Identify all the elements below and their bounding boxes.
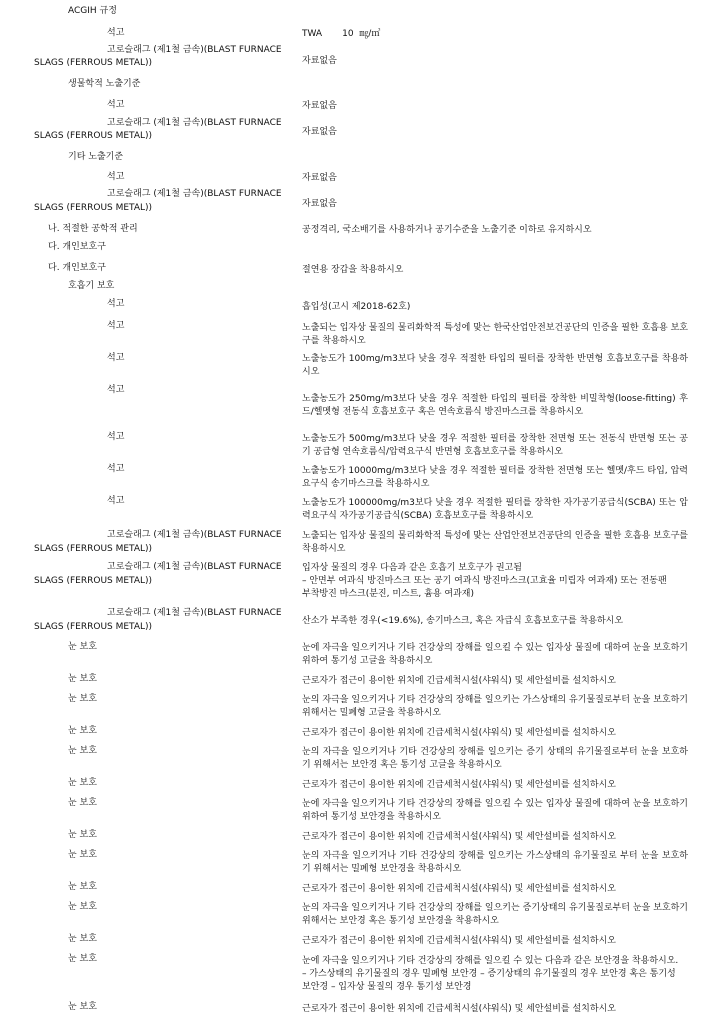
eye-protection-label: 눈 보호: [68, 850, 97, 860]
eye-text: 눈에 자극을 일으키거나 기타 건강상의 장해를 일으킬 수 있는 다음과 같은 보안경을 착용하시오.: [302, 956, 679, 966]
eye-text: 근로자가 접근이 용이한 위치에 긴급세척시설(샤워식) 및 세안설비를 설치하시오: [302, 780, 616, 790]
eye-text: 눈의 자극을 일으키거나 기타 건강상의 장해를 일으키는 가스상태의 유기물질로 부터 눈을 보호하기 위해서는 밀폐형 보안경을 착용하시오: [302, 851, 688, 874]
substance-slag: 고로슬래그 (제1철 금속)(BLAST FURNACE: [107, 562, 282, 572]
resp-text: 노출농도가 100mg/m3보다 낮을 경우 적절한 타입의 필터를 장착한 반면형 호흡보호구를 착용하시오: [302, 354, 688, 377]
eye-text: 근로자가 접근이 용이한 위치에 긴급세척시설(샤워식) 및 세안설비를 설치하시오: [302, 1004, 616, 1014]
eye-protection-label: 눈 보호: [68, 882, 97, 892]
eye-protection-label: 눈 보호: [68, 1002, 97, 1012]
heading-other: 기타 노출기준: [68, 152, 124, 162]
twa-row: [302, 28, 380, 41]
eye-text: 근로자가 접근이 용이한 위치에 긴급세척시설(샤워식) 및 세안설비를 설치하시오: [302, 728, 616, 738]
eye-text: 근로자가 접근이 용이한 위치에 긴급세척시설(샤워식) 및 세안설비를 설치하시오: [302, 936, 616, 946]
resp-text: 산소가 부족한 경우(<19.6%), 송기마스크, 혹은 자급식 호흡보호구를 착용하시오: [302, 616, 624, 626]
substance-gypsum: 석고: [107, 321, 125, 331]
resp-text: 노출농도가 10000mg/m3보다 낮을 경우 적절한 필터를 장착한 전면형 또는 헬멧/후드 타입, 압력요구식 송기마스크를 착용하시오: [302, 466, 688, 489]
eye-text: 보안경 – 입자상 물질의 경우 통기성 보안경: [302, 982, 472, 992]
eye-protection-label: 눈 보호: [68, 746, 97, 756]
resp-text: 노출되는 입자상 물질의 물리화학적 특성에 맞는 산업안전보건공단의 인증을 필한 호흡용 보호구를 착용하시오: [302, 531, 688, 554]
eye-protection-label: 눈 보호: [68, 694, 97, 704]
resp-text: 노출되는 입자상 물질의 물리화학적 특성에 맞는 한국산업안전보건공단의 인증을 필한 호흡용 보호구를 착용하시오: [302, 323, 688, 346]
substance-gypsum: 석고: [107, 496, 125, 506]
substance-slag: SLAGS (FERROUS METAL)): [34, 131, 153, 141]
substance-slag: SLAGS (FERROUS METAL)): [34, 544, 153, 554]
value-no-data: 자료없음: [302, 173, 337, 183]
resp-text: – 안면부 여과식 방진마스크 또는 공기 여과식 방진마스크(고효율 미립자 여과재) 또는 전동팬: [302, 576, 667, 586]
heading-respiratory: 호흡기 보호: [68, 281, 115, 291]
heading-bio: 생물학적 노출기준: [68, 79, 141, 89]
resp-notice: 흡입성(고시 제2018-62호): [302, 302, 411, 312]
resp-text: 부착방진 마스크(분진, 미스트, 흄용 여과재): [302, 589, 474, 599]
twa-unit: ㎎/㎥: [359, 29, 381, 39]
eye-protection-label: 눈 보호: [68, 642, 97, 652]
heading-ppe: 다. 개인보호구: [48, 263, 106, 273]
eye-text: 근로자가 접근이 용이한 위치에 긴급세척시설(샤워식) 및 세안설비를 설치하시오: [302, 884, 616, 894]
eye-text: 눈의 자극을 일으키거나 기타 건강상의 장해를 일으키는 증기상태의 유기물질로부터 눈을 보호하기 위해서는 보안경 혹은 통기성 보안경을 착용하시오: [302, 903, 688, 926]
eye-text: 눈에 자극을 일으키거나 기타 건강상의 장해를 일으킬 수 있는 입자상 물질에 대하여 눈을 보호하기 위하여 통기성 고글을 착용하시오: [302, 643, 688, 666]
eye-protection-label: 눈 보호: [68, 830, 97, 840]
substance-slag: SLAGS (FERROUS METAL)): [34, 622, 153, 632]
substance-slag: 고로슬래그 (제1철 금속)(BLAST FURNACE: [107, 118, 282, 128]
substance-gypsum: 석고: [107, 432, 125, 442]
heading-acgih: ACGIH 규정: [68, 6, 117, 16]
heading-engineering: 나. 적절한 공학적 관리: [48, 224, 138, 234]
substance-slag: SLAGS (FERROUS METAL)): [34, 58, 153, 68]
value-no-data: 자료없음: [302, 199, 337, 209]
substance-slag: 고로슬래그 (제1철 금속)(BLAST FURNACE: [107, 608, 282, 618]
substance-slag: 고로슬래그 (제1철 금속)(BLAST FURNACE: [107, 530, 282, 540]
eye-protection-label: 눈 보호: [68, 902, 97, 912]
eye-text: – 가스상태의 유기물질의 경우 밀폐형 보안경 – 증기상태의 유기물질의 경우 보안경 혹은 통기성: [302, 969, 676, 979]
value-no-data: 자료없음: [302, 56, 337, 66]
substance-gypsum: 석고: [107, 464, 125, 474]
eye-text: 근로자가 접근이 용이한 위치에 긴급세척시설(샤워식) 및 세안설비를 설치하시오: [302, 832, 616, 842]
substance-slag: 고로슬래그 (제1철 금속)(BLAST FURNACE: [107, 45, 282, 55]
substance-gypsum: 석고: [107, 385, 125, 395]
resp-text: 노출농도가 100000mg/m3보다 낮을 경우 적절한 필터를 장착한 자가공기공급식(SCBA) 또는 압력요구식 자가공기공급식(SCBA) 호흡보호구를 착용하시오: [302, 498, 688, 521]
eye-protection-label: 눈 보호: [68, 934, 97, 944]
substance-slag: SLAGS (FERROUS METAL)): [34, 576, 153, 586]
substance-gypsum: 석고: [107, 100, 125, 110]
eye-text: 눈의 자극을 일으키거나 기타 건강상의 장해를 일으키는 가스상태의 유기물질로부터 눈을 보호하기 위해서는 밀폐형 고글을 착용하시오: [302, 695, 688, 718]
resp-text: 노출농도가 500mg/m3보다 낮을 경우 적절한 필터를 장착한 전면형 또는 전동식 반면형 또는 공기 공급형 연속흐름식/압력요구식 반면형 호흡보호구를 착용하시오: [302, 434, 688, 457]
substance-slag: 고로슬래그 (제1철 금속)(BLAST FURNACE: [107, 189, 282, 199]
eye-text: 근로자가 접근이 용이한 위치에 긴급세척시설(샤워식) 및 세안설비를 설치하시오: [302, 676, 616, 686]
eye-protection-label: 눈 보호: [68, 674, 97, 684]
eye-text: 눈에 자극을 일으키거나 기타 건강상의 장해를 일으킬 수 있는 입자상 물질에 대하여 눈을 보호하기 위하여 통기성 보안경을 착용하시오: [302, 799, 688, 822]
engineering-text: 공정격리, 국소배기를 사용하거나 공기수준을 노출기준 이하로 유지하시오: [302, 225, 592, 235]
resp-text: 입자상 물질의 경우 다음과 같은 호흡기 보호구가 권고됨: [302, 563, 522, 573]
eye-protection-label: 눈 보호: [68, 798, 97, 808]
resp-text: 노출농도가 250mg/m3보다 낮을 경우 적절한 타입의 필터를 장착한 비밀착형(loose-fitting) 후드/헬멧형 전동식 호흡보호구 혹은 연속흐름식 방진마스크를 착용하시오: [302, 394, 688, 417]
substance-gypsum: 석고: [107, 299, 125, 309]
substance-slag: SLAGS (FERROUS METAL)): [34, 203, 153, 213]
heading-ppe: 다. 개인보호구: [48, 242, 106, 252]
value-no-data: 자료없음: [302, 101, 337, 111]
substance-gypsum: 석고: [107, 28, 125, 38]
ppe-text: 절연용 장갑을 착용하시오: [302, 265, 404, 275]
substance-gypsum: 석고: [107, 353, 125, 363]
substance-gypsum: 석고: [107, 172, 125, 182]
eye-protection-label: 눈 보호: [68, 778, 97, 788]
twa-label: TWA: [302, 29, 323, 39]
eye-protection-label: 눈 보호: [68, 726, 97, 736]
eye-protection-label: 눈 보호: [68, 954, 97, 964]
value-no-data: 자료없음: [302, 127, 337, 137]
twa-value: 10: [342, 29, 354, 39]
eye-text: 눈의 자극을 일으키거나 기타 건강상의 장해를 일으키는 증기 상태의 유기물질로부터 눈을 보호하기 위해서는 보안경 혹은 통기성 고글을 착용하시오: [302, 747, 688, 770]
